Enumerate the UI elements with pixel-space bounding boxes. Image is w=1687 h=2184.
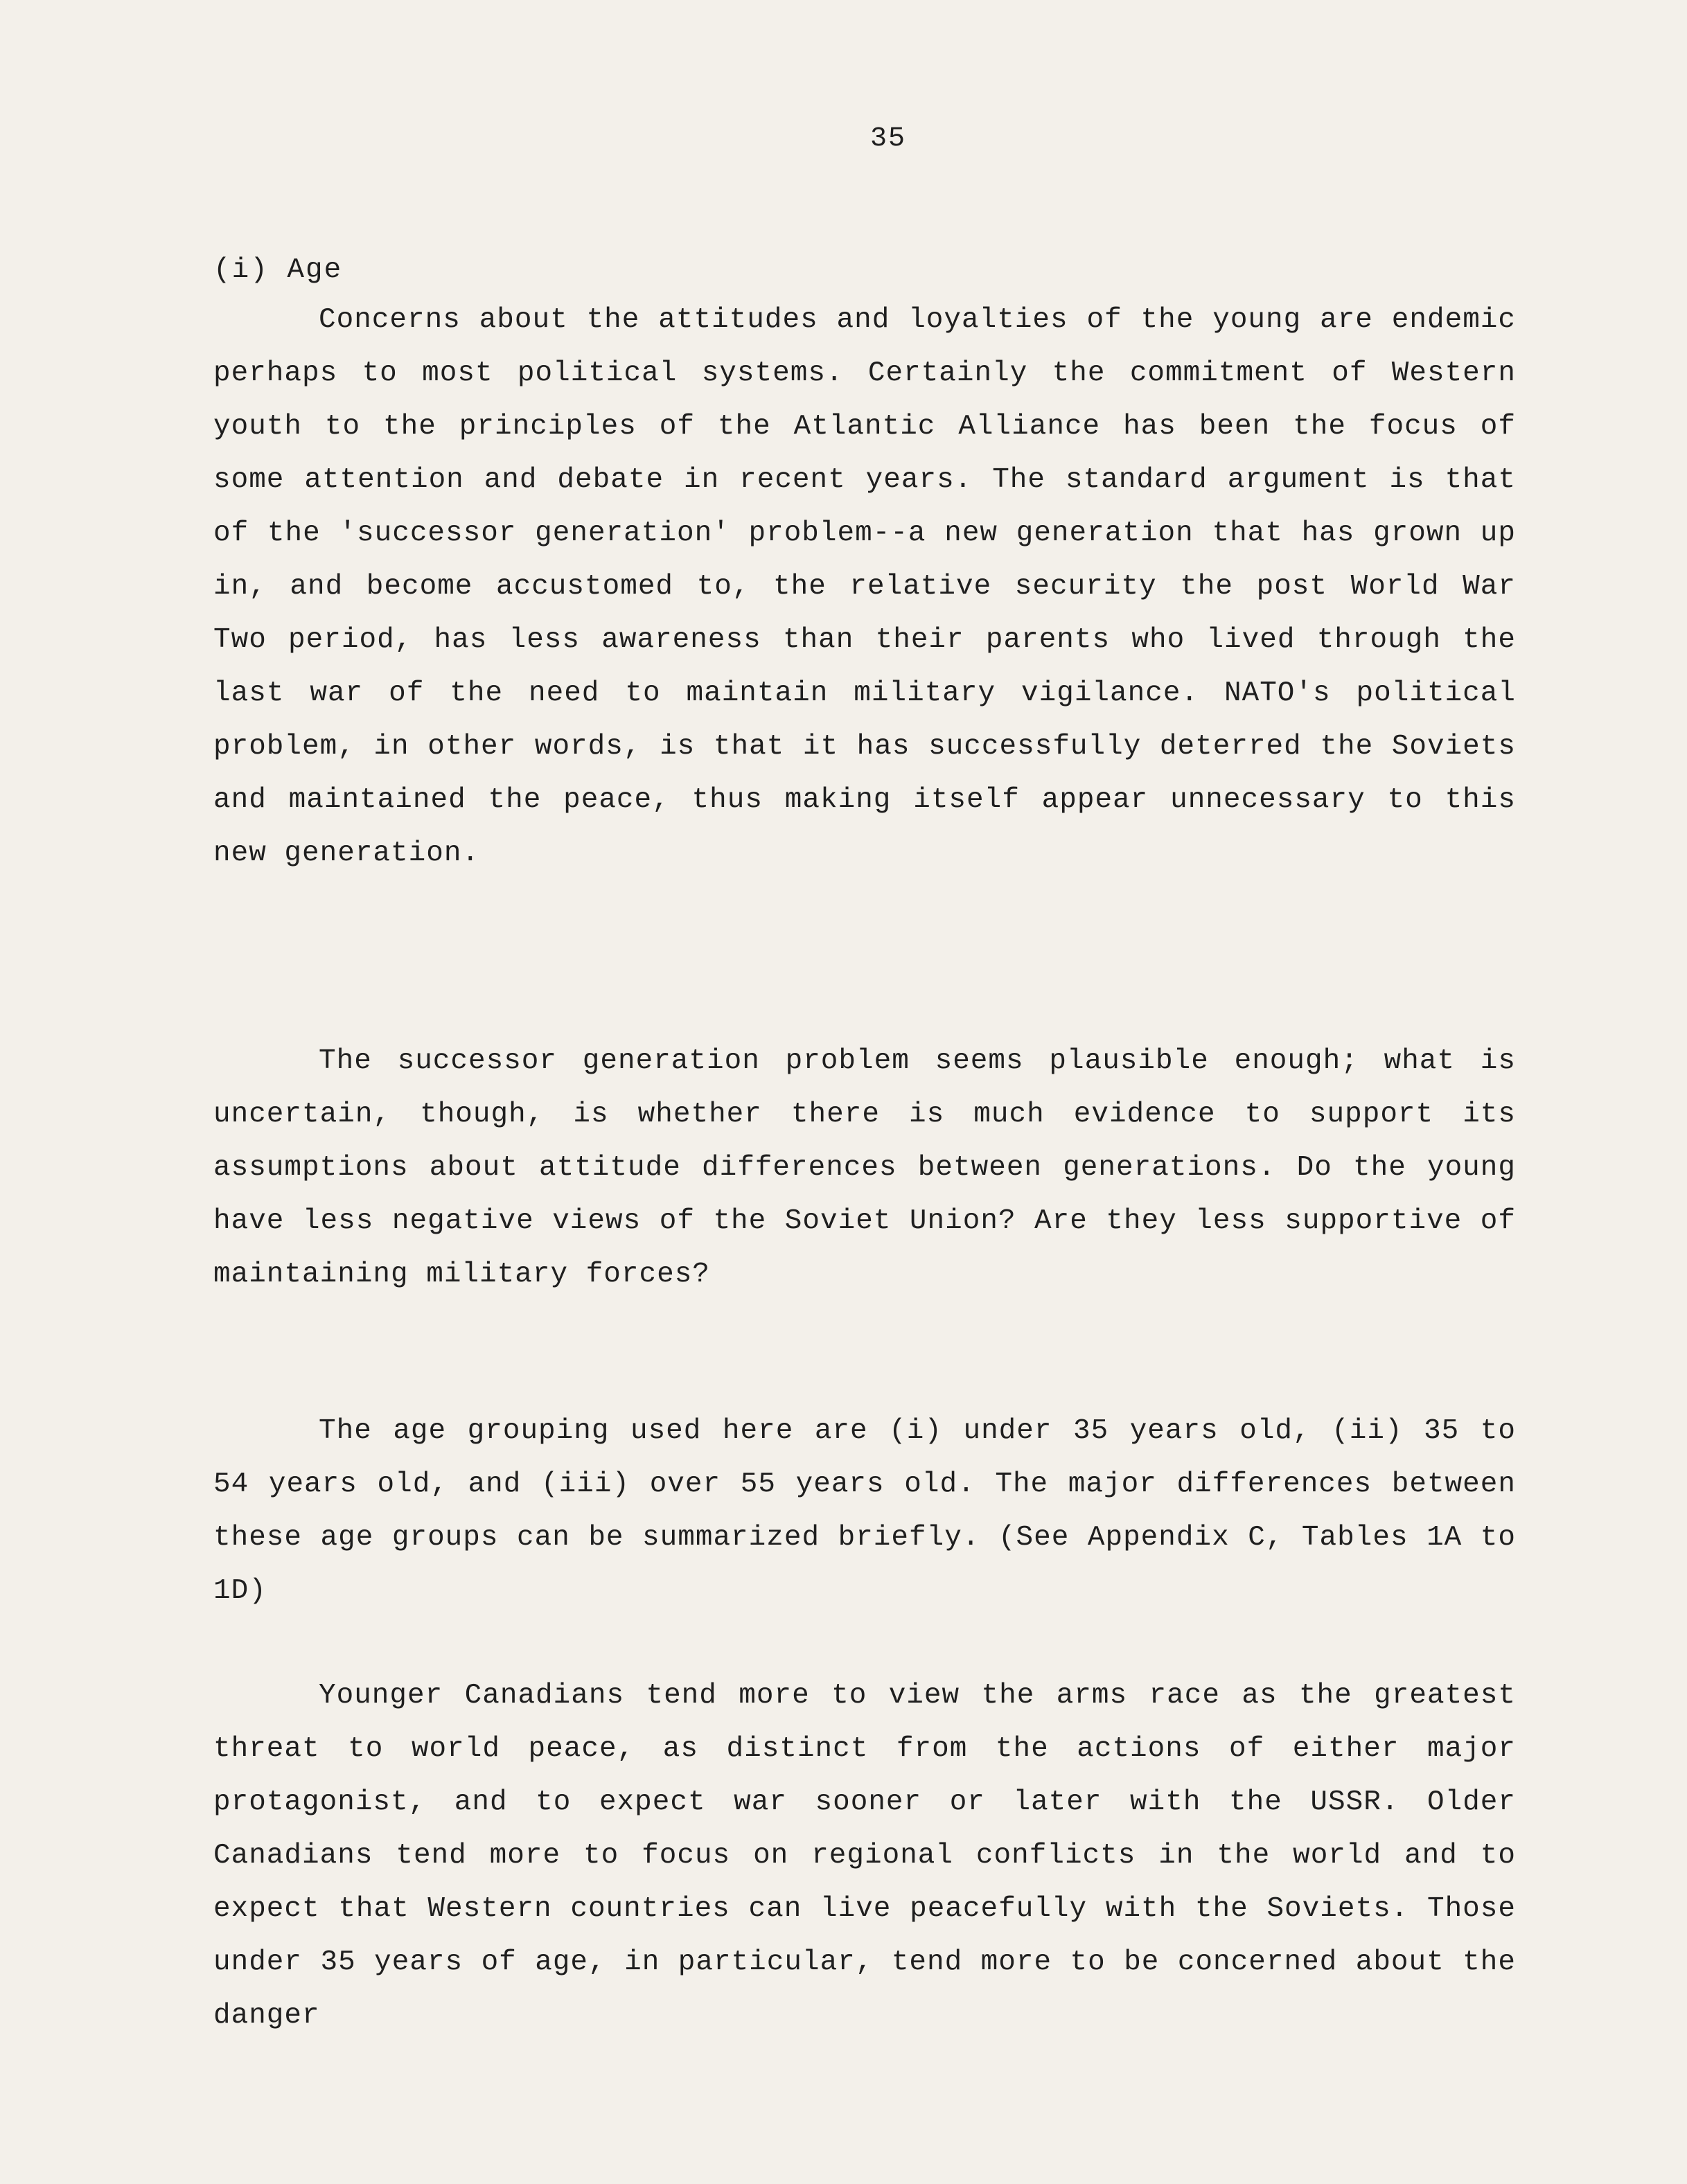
body-paragraph-1 [213, 294, 1516, 880]
body-paragraph-2 [213, 1035, 1516, 1302]
page-number: 35 [870, 123, 907, 154]
body-paragraph-3 [213, 1405, 1516, 1618]
section-heading: (i) Age [213, 254, 343, 286]
paragraph-text: Concerns about the attitudes and loyalties of the young are endemic perhaps to most political systems. Certainly the commitment of Western youth to the principles of the Atlantic Alliance has been the focus of some attention and debate in recent years. The standard argument is that of the 'successor generation' problem--a new generation that has grown up in, and become accustomed to, the relative security the post World War Two period, has less awareness than their parents who lived through the last war of the need to maintain military vigilance. NATO's political problem, in other words, is that it has successfully deterred the Soviets and maintained the peace, thus making itself appear unnecessary to this new generation. [213, 304, 1516, 869]
body-paragraph-4 [213, 1669, 1516, 2043]
paragraph-text: The age grouping used here are (i) under 35 years old, (ii) 35 to 54 years old, and (iii) over 55 years old. The major differences between these age groups can be summarized briefly. (See Appendix C, Tables 1A to 1D) [213, 1415, 1516, 1607]
paragraph-text: Younger Canadians tend more to view the arms race as the greatest threat to world peace, as distinct from the actions of either major protagonist, and to expect war sooner or later with the USSR. Older Canadians tend more to focus on regional conflicts in the world and to expect that Western countries can live peacefully with the Soviets. Those under 35 years of age, in particular, tend more to be concerned about the danger [213, 1680, 1516, 2032]
paragraph-text: The successor generation problem seems plausible enough; what is uncertain, though, is whether there is much evidence to support its assumptions about attitude differences between generations. Do the young have less negative views of the Soviet Union? Are they less supportive of maintaining military forces? [213, 1045, 1516, 1290]
